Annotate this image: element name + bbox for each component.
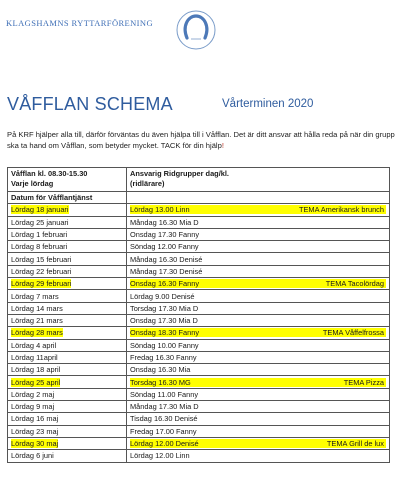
group-cell (127, 302, 390, 314)
group-cell-content (130, 414, 386, 423)
group-cell (127, 278, 390, 290)
table-row (8, 450, 390, 462)
table-row (8, 278, 390, 290)
group-text: Onsdag 16.30 Mia (130, 365, 191, 375)
subheader-text: Datum för Våfflantjänst (11, 193, 93, 203)
date-text: Lördag 25 januari (11, 217, 69, 227)
org-name: KLAGSHAMNS RYTTARFÖRENING (6, 18, 153, 28)
group-cell-content (130, 390, 386, 399)
date-cell (8, 425, 127, 437)
intro-text: På KRF hjälper alla till, därför förväntas du även hjälpa till i Våfflan. Det är ditt ansvar att hålla reda på när din grupp ska ta hand om Våfflan, som betyder mycket. TACK för din hjälp (7, 130, 395, 150)
date-cell (8, 364, 127, 376)
group-cell (127, 265, 390, 277)
table-row (8, 241, 390, 253)
group-cell (127, 216, 390, 228)
group-cell-content (130, 451, 386, 460)
group-cell (127, 241, 390, 253)
date-cell (8, 388, 127, 400)
table-row (8, 388, 390, 400)
group-cell-content (130, 316, 386, 325)
group-text: Lördag 9.00 Denisé (130, 291, 195, 301)
date-text: Lördag 30 maj (11, 439, 59, 449)
group-cell (127, 339, 390, 351)
table-row (8, 437, 390, 449)
group-text: Onsdag 16.30 Fanny (130, 279, 200, 289)
horseshoe-logo-icon (174, 8, 218, 52)
group-cell (127, 388, 390, 400)
schedule-table (7, 167, 390, 463)
table-row (8, 204, 390, 216)
table-header-row (8, 168, 390, 192)
date-text: Lördag 29 februari (11, 279, 72, 289)
group-cell-content (130, 341, 386, 350)
date-text: Lördag 21 mars (11, 316, 63, 326)
date-text: Lördag 4 april (11, 340, 57, 350)
group-cell (127, 413, 390, 425)
date-cell (8, 339, 127, 351)
table-row (8, 413, 390, 425)
date-text: Lördag 16 maj (11, 414, 59, 424)
group-text: Torsdag 16.30 MG (130, 377, 191, 387)
header-right-cell (127, 168, 390, 192)
date-text: Lördag 25 april (11, 377, 61, 387)
table-row (8, 351, 390, 363)
date-text: Lördag 23 maj (11, 426, 59, 436)
group-text: Lördag 12.00 Denisé (130, 439, 199, 449)
date-text: Lördag 11april (11, 353, 58, 362)
table-row (8, 327, 390, 339)
subheader-empty-cell (127, 192, 390, 204)
group-cell (127, 364, 390, 376)
group-cell (127, 314, 390, 326)
table-row (8, 216, 390, 228)
table-row (8, 314, 390, 326)
table-row (8, 290, 390, 302)
date-cell (8, 265, 127, 277)
group-cell (127, 327, 390, 339)
group-text: Söndag 11.00 Fanny (130, 389, 199, 399)
table-row (8, 265, 390, 277)
group-cell-content (130, 218, 386, 227)
group-cell-content (130, 292, 386, 301)
table-row (8, 425, 390, 437)
group-text: Onsdag 17.30 Fanny (130, 230, 200, 240)
group-cell-content (130, 427, 386, 436)
date-text: Lördag 28 mars (11, 328, 63, 338)
group-cell-content (130, 328, 386, 337)
group-cell-content (130, 255, 386, 264)
group-text: Söndag 12.00 Fanny (130, 242, 199, 252)
group-text: Måndag 17.30 Denisé (130, 266, 203, 276)
date-text: Lördag 18 april (11, 365, 61, 375)
intro-end-mark: ! (221, 140, 224, 150)
date-cell (8, 290, 127, 302)
group-cell-content (130, 439, 386, 448)
group-text: Fredag 17.00 Fanny (130, 426, 197, 436)
group-cell (127, 228, 390, 240)
group-cell-content (130, 267, 386, 276)
group-text: Måndag 16.30 Mia D (130, 217, 199, 227)
group-cell-content (130, 402, 386, 411)
date-cell (8, 327, 127, 339)
group-text: Onsdag 17.30 Mia D (130, 316, 198, 326)
date-text: Lördag 1 februari (11, 230, 68, 240)
intro-paragraph (7, 130, 399, 151)
group-cell-content (130, 242, 386, 251)
group-text: Fredag 16.30 Fanny (130, 353, 197, 362)
date-cell (8, 351, 127, 363)
theme-text: TEMA Grill de lux (326, 439, 384, 449)
group-cell-content (130, 353, 386, 362)
group-cell-content (130, 304, 386, 313)
group-cell-content (130, 230, 386, 239)
table-row (8, 401, 390, 413)
date-cell (8, 216, 127, 228)
group-cell-content (130, 279, 386, 288)
term-subtitle: Vårterminen 2020 (222, 98, 314, 110)
group-cell-content (130, 205, 386, 214)
theme-text: TEMA Tacolördag (325, 279, 384, 289)
group-cell (127, 253, 390, 265)
date-cell (8, 253, 127, 265)
date-cell (8, 376, 127, 388)
date-cell (8, 314, 127, 326)
table-row (8, 376, 390, 388)
table-row (8, 228, 390, 240)
date-text: Lördag 9 maj (11, 402, 55, 412)
org-header (6, 8, 398, 44)
group-text: Måndag 17.30 Mia D (130, 402, 199, 412)
date-cell (8, 450, 127, 462)
group-cell (127, 437, 390, 449)
date-cell (8, 278, 127, 290)
group-cell (127, 351, 390, 363)
group-cell (127, 290, 390, 302)
table-subheader-row (8, 192, 390, 204)
date-text: Lördag 7 mars (11, 291, 59, 301)
date-cell (8, 241, 127, 253)
header-right-text: Ansvarig Ridgrupper dag/kl. (ridlärare) (130, 169, 229, 188)
date-text: Lördag 8 februari (11, 242, 68, 252)
date-text: Lördag 2 maj (11, 389, 55, 399)
table-row (8, 339, 390, 351)
date-cell (8, 413, 127, 425)
group-cell (127, 204, 390, 216)
group-text: Tisdag 16.30 Denisé (130, 414, 198, 424)
group-cell-content (130, 378, 386, 387)
table-row (8, 302, 390, 314)
group-text: Söndag 10.00 Fanny (130, 340, 199, 350)
group-cell (127, 425, 390, 437)
date-cell (8, 302, 127, 314)
group-cell (127, 450, 390, 462)
header-left-text: Våfflan kl. 08.30-15.30 Varje lördag (11, 169, 88, 188)
group-text: Onsdag 18.30 Fanny (130, 328, 200, 338)
date-text: Lördag 15 februari (11, 254, 72, 264)
table-row (8, 364, 390, 376)
group-text: Torsdag 17.30 Mia D (130, 303, 199, 313)
header-left-cell (8, 168, 127, 192)
page-title: VÅFFLAN SCHEMA (7, 94, 173, 114)
date-text: Lördag 14 mars (11, 303, 63, 313)
group-cell-content (130, 365, 386, 374)
group-text: Lördag 12.00 Linn (130, 451, 190, 461)
date-text: Lördag 22 februari (11, 266, 72, 276)
theme-text: TEMA Amerikansk brunch (298, 205, 384, 215)
date-cell (8, 437, 127, 449)
theme-text: TEMA Pizza (343, 377, 384, 387)
date-cell (8, 401, 127, 413)
date-text: Lördag 18 januari (11, 205, 69, 215)
group-cell (127, 401, 390, 413)
date-cell (8, 204, 127, 216)
subheader-cell (8, 192, 127, 204)
group-text: Måndag 16.30 Denisé (130, 254, 203, 264)
group-cell (127, 376, 390, 388)
date-text: Lördag 6 juni (11, 451, 54, 461)
group-text: Lördag 13.00 Linn (130, 205, 190, 215)
table-row (8, 253, 390, 265)
date-cell (8, 228, 127, 240)
theme-text: TEMA Våffelfrossa (322, 328, 384, 338)
